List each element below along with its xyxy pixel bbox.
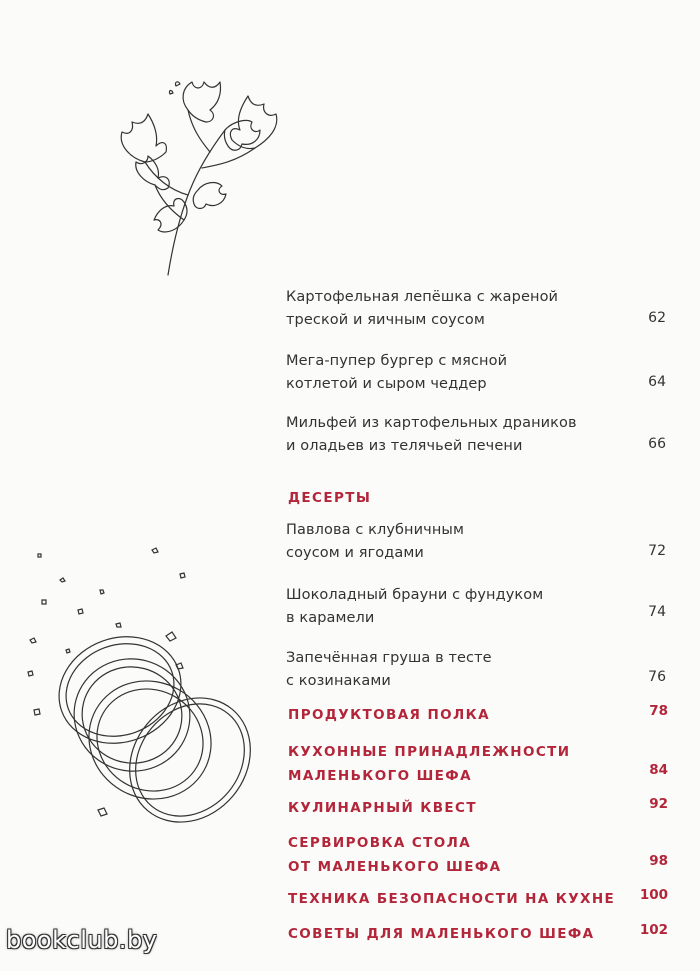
toc-entry <box>286 584 666 630</box>
chapter-page: 84 <box>649 762 668 778</box>
chapter-page: 78 <box>649 703 668 719</box>
toc-entry <box>286 412 666 458</box>
section-heading-desserts: ДЕСЕРТЫ <box>288 490 372 506</box>
entry-page: 62 <box>648 310 666 326</box>
entry-title: Мильфей из картофельных драников и оладьев из телячьей печени <box>286 415 577 454</box>
toc-entry <box>286 519 666 565</box>
chapter-page: 92 <box>649 796 668 812</box>
entry-title: Мега-пупер бургер с мясной котлетой и сыром чеддер <box>286 353 508 392</box>
entry-title: Павлова с клубничным соусом и ягодами <box>286 522 464 561</box>
chapter-page: 102 <box>639 922 668 938</box>
chapter-page: 98 <box>649 853 668 869</box>
toc-entry <box>286 286 666 332</box>
entry-title: Картофельная лепёшка с жареной треской и яичным соусом <box>286 289 559 328</box>
watermark: bookclub.by <box>6 926 158 954</box>
toc-chapter <box>288 740 668 788</box>
toc-chapter <box>288 703 668 727</box>
entry-page: 72 <box>648 543 666 559</box>
chapter-title: КУХОННЫЕ ПРИНАДЛЕЖНОСТИ МАЛЕНЬКОГО ШЕФА <box>288 744 571 784</box>
entry-page: 64 <box>648 374 666 390</box>
chapter-title: ТЕХНИКА БЕЗОПАСНОСТИ НА КУХНЕ <box>288 891 616 907</box>
toc-chapter <box>288 922 668 946</box>
toc-entry <box>286 350 666 396</box>
toc-entry <box>286 647 666 693</box>
toc-chapter <box>288 831 668 879</box>
chapter-title: СОВЕТЫ ДЛЯ МАЛЕНЬКОГО ШЕФА <box>288 926 595 942</box>
parsley-sprig-icon <box>100 70 300 285</box>
onion-rings-icon <box>20 540 260 840</box>
chapter-title: КУЛИНАРНЫЙ КВЕСТ <box>288 800 477 816</box>
toc-chapter <box>288 887 668 911</box>
entry-title: Шоколадный брауни с фундуком в карамели <box>286 587 544 626</box>
toc-chapter <box>288 796 668 820</box>
entry-title: Запечённая груша в тесте с козинаками <box>286 650 492 689</box>
chapter-page: 100 <box>639 887 668 903</box>
entry-page: 74 <box>648 604 666 620</box>
chapter-title: СЕРВИРОВКА СТОЛА ОТ МАЛЕНЬКОГО ШЕФА <box>288 835 502 875</box>
entry-page: 66 <box>648 436 666 452</box>
chapter-title: ПРОДУКТОВАЯ ПОЛКА <box>288 707 490 723</box>
entry-page: 76 <box>648 669 666 685</box>
